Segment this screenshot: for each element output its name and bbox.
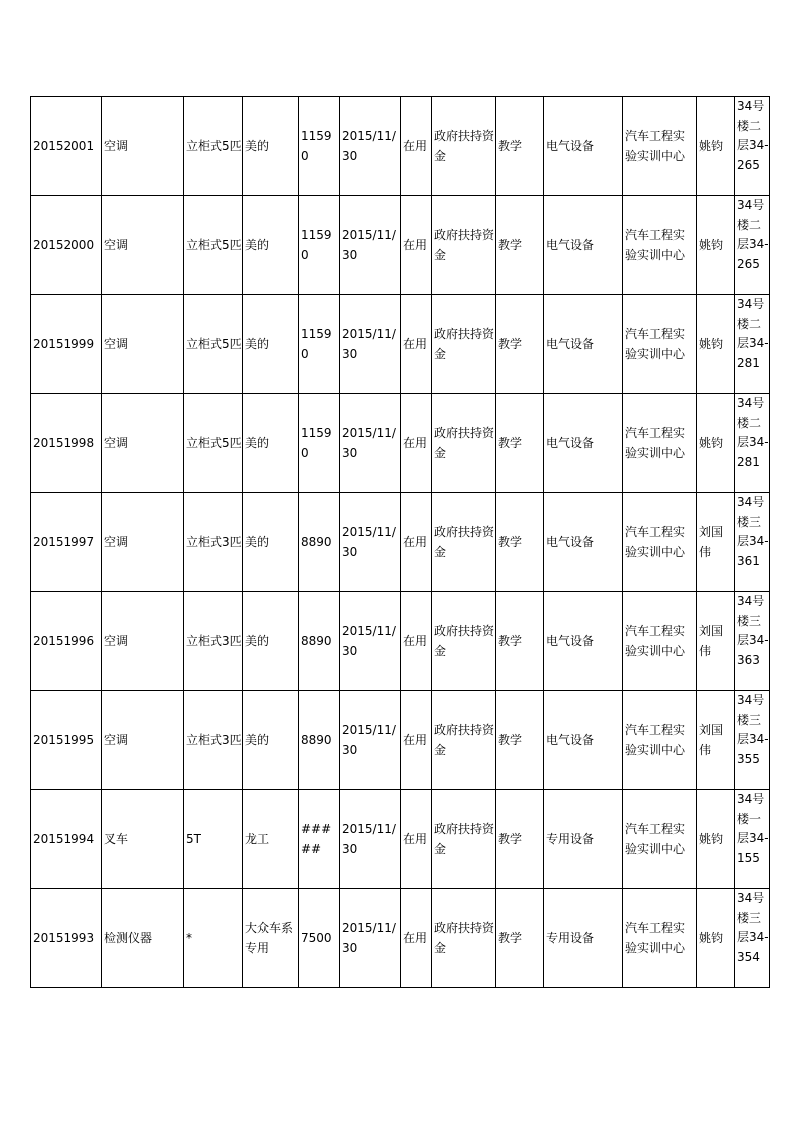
cell-device-name: 空调: [102, 394, 184, 493]
cell-custodian: 姚钧: [697, 196, 735, 295]
cell-fund-source: 政府扶持资金: [432, 889, 496, 988]
cell-brand: 美的: [243, 295, 299, 394]
cell-status: 在用: [401, 394, 432, 493]
cell-purchase-date: 2015/11/30: [340, 691, 401, 790]
cell-price: 8890: [299, 493, 340, 592]
cell-category: 电气设备: [544, 196, 623, 295]
cell-category: 电气设备: [544, 592, 623, 691]
table-row: [31, 889, 770, 988]
cell-asset-id: 20151997: [31, 493, 102, 592]
cell-device-name: 空调: [102, 493, 184, 592]
cell-asset-id: 20152000: [31, 196, 102, 295]
cell-location: 34号楼二层34-281: [735, 394, 770, 493]
cell-price: 11590: [299, 394, 340, 493]
cell-custodian: 姚钧: [697, 97, 735, 196]
cell-price: 11590: [299, 97, 340, 196]
cell-department: 汽车工程实验实训中心: [623, 691, 697, 790]
cell-location: 34号楼二层34-265: [735, 97, 770, 196]
cell-device-name: 空调: [102, 295, 184, 394]
table-row: [31, 592, 770, 691]
cell-custodian: 刘国伟: [697, 493, 735, 592]
cell-device-name: 空调: [102, 592, 184, 691]
cell-model: 立柜式5匹: [184, 295, 243, 394]
cell-custodian: 刘国伟: [697, 691, 735, 790]
cell-department: 汽车工程实验实训中心: [623, 493, 697, 592]
cell-department: 汽车工程实验实训中心: [623, 295, 697, 394]
equipment-table: [30, 96, 770, 988]
cell-purchase-date: 2015/11/30: [340, 889, 401, 988]
cell-location: 34号楼三层34-355: [735, 691, 770, 790]
cell-device-name: 叉车: [102, 790, 184, 889]
cell-device-name: 空调: [102, 97, 184, 196]
cell-purchase-date: 2015/11/30: [340, 196, 401, 295]
cell-brand: 美的: [243, 691, 299, 790]
cell-custodian: 姚钧: [697, 295, 735, 394]
cell-price: 11590: [299, 295, 340, 394]
cell-asset-id: 20151996: [31, 592, 102, 691]
cell-category: 电气设备: [544, 394, 623, 493]
cell-status: 在用: [401, 295, 432, 394]
cell-usage: 教学: [496, 592, 544, 691]
cell-model: *: [184, 889, 243, 988]
cell-asset-id: 20152001: [31, 97, 102, 196]
cell-category: 电气设备: [544, 97, 623, 196]
table-row: [31, 295, 770, 394]
cell-fund-source: 政府扶持资金: [432, 790, 496, 889]
cell-price: 8890: [299, 691, 340, 790]
table-row: [31, 691, 770, 790]
cell-brand: 龙工: [243, 790, 299, 889]
cell-usage: 教学: [496, 295, 544, 394]
cell-model: 立柜式3匹: [184, 691, 243, 790]
cell-model: 立柜式3匹: [184, 592, 243, 691]
cell-brand: 美的: [243, 97, 299, 196]
cell-brand: 美的: [243, 592, 299, 691]
cell-asset-id: 20151998: [31, 394, 102, 493]
cell-usage: 教学: [496, 889, 544, 988]
cell-category: 电气设备: [544, 493, 623, 592]
cell-usage: 教学: [496, 691, 544, 790]
cell-department: 汽车工程实验实训中心: [623, 592, 697, 691]
table-row: [31, 493, 770, 592]
table-body: [31, 97, 770, 988]
cell-purchase-date: 2015/11/30: [340, 592, 401, 691]
cell-fund-source: 政府扶持资金: [432, 493, 496, 592]
cell-status: 在用: [401, 691, 432, 790]
cell-purchase-date: 2015/11/30: [340, 97, 401, 196]
cell-purchase-date: 2015/11/30: [340, 295, 401, 394]
cell-department: 汽车工程实验实训中心: [623, 97, 697, 196]
cell-usage: 教学: [496, 97, 544, 196]
cell-status: 在用: [401, 592, 432, 691]
cell-category: 电气设备: [544, 691, 623, 790]
cell-brand: 美的: [243, 493, 299, 592]
cell-device-name: 空调: [102, 691, 184, 790]
cell-asset-id: 20151993: [31, 889, 102, 988]
cell-status: 在用: [401, 889, 432, 988]
cell-price: 8890: [299, 592, 340, 691]
cell-status: 在用: [401, 493, 432, 592]
cell-model: 立柜式5匹: [184, 97, 243, 196]
cell-status: 在用: [401, 790, 432, 889]
cell-fund-source: 政府扶持资金: [432, 295, 496, 394]
cell-location: 34号楼二层34-265: [735, 196, 770, 295]
cell-custodian: 姚钧: [697, 889, 735, 988]
cell-fund-source: 政府扶持资金: [432, 97, 496, 196]
cell-brand: 大众车系专用: [243, 889, 299, 988]
cell-price: 7500: [299, 889, 340, 988]
cell-model: 立柜式5匹: [184, 196, 243, 295]
cell-department: 汽车工程实验实训中心: [623, 394, 697, 493]
cell-usage: 教学: [496, 394, 544, 493]
cell-purchase-date: 2015/11/30: [340, 394, 401, 493]
cell-fund-source: 政府扶持资金: [432, 592, 496, 691]
cell-department: 汽车工程实验实训中心: [623, 790, 697, 889]
cell-brand: 美的: [243, 394, 299, 493]
cell-status: 在用: [401, 196, 432, 295]
cell-asset-id: 20151999: [31, 295, 102, 394]
cell-status: 在用: [401, 97, 432, 196]
cell-location: 34号楼三层34-363: [735, 592, 770, 691]
cell-fund-source: 政府扶持资金: [432, 691, 496, 790]
cell-category: 专用设备: [544, 889, 623, 988]
table-row: [31, 394, 770, 493]
cell-asset-id: 20151994: [31, 790, 102, 889]
cell-location: 34号楼三层34-354: [735, 889, 770, 988]
table-row: [31, 97, 770, 196]
cell-usage: 教学: [496, 493, 544, 592]
cell-price: 11590: [299, 196, 340, 295]
table-row: [31, 790, 770, 889]
cell-brand: 美的: [243, 196, 299, 295]
cell-custodian: 刘国伟: [697, 592, 735, 691]
cell-location: 34号楼二层34-281: [735, 295, 770, 394]
cell-model: 5T: [184, 790, 243, 889]
cell-custodian: 姚钧: [697, 394, 735, 493]
cell-purchase-date: 2015/11/30: [340, 790, 401, 889]
cell-location: 34号楼一层34-155: [735, 790, 770, 889]
cell-usage: 教学: [496, 790, 544, 889]
cell-custodian: 姚钧: [697, 790, 735, 889]
cell-fund-source: 政府扶持资金: [432, 394, 496, 493]
cell-device-name: 空调: [102, 196, 184, 295]
cell-category: 电气设备: [544, 295, 623, 394]
cell-device-name: 检测仪器: [102, 889, 184, 988]
cell-usage: 教学: [496, 196, 544, 295]
cell-asset-id: 20151995: [31, 691, 102, 790]
cell-price: #####: [299, 790, 340, 889]
cell-fund-source: 政府扶持资金: [432, 196, 496, 295]
table-row: [31, 196, 770, 295]
cell-department: 汽车工程实验实训中心: [623, 889, 697, 988]
cell-location: 34号楼三层34-361: [735, 493, 770, 592]
cell-category: 专用设备: [544, 790, 623, 889]
cell-model: 立柜式5匹: [184, 394, 243, 493]
cell-department: 汽车工程实验实训中心: [623, 196, 697, 295]
cell-model: 立柜式3匹: [184, 493, 243, 592]
cell-purchase-date: 2015/11/30: [340, 493, 401, 592]
